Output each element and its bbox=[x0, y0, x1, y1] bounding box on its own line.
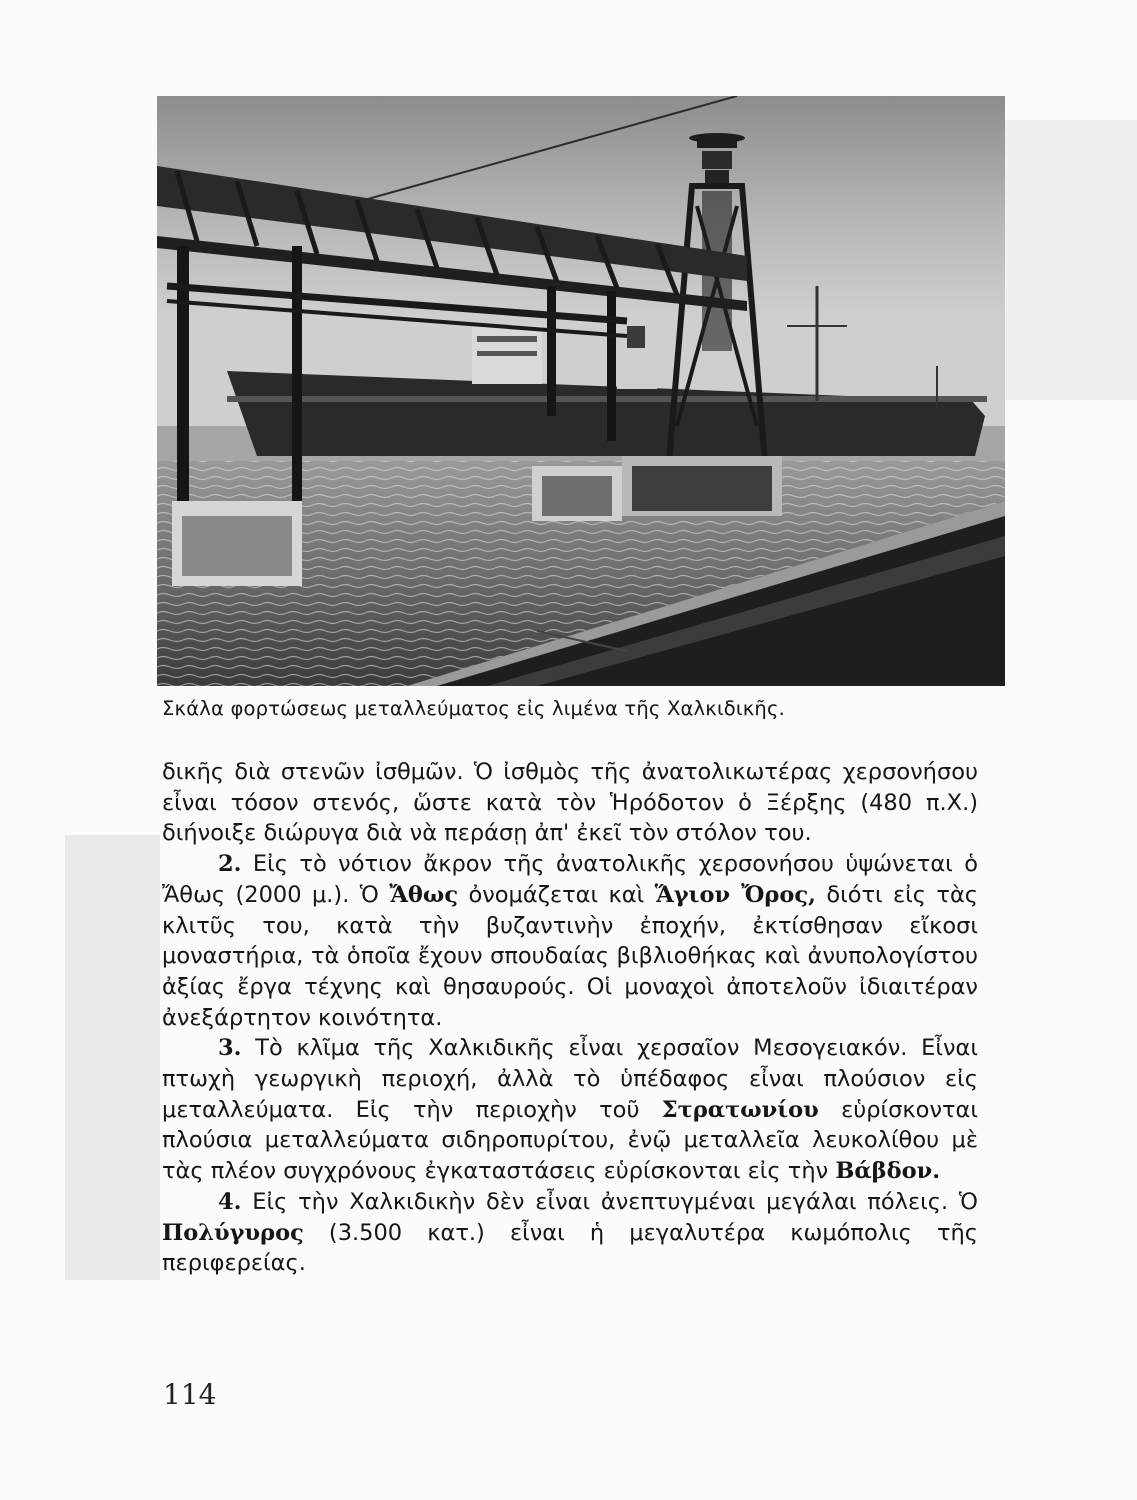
paragraph-4 bbox=[162, 1187, 978, 1279]
section-number-2: 2. bbox=[218, 851, 242, 878]
paragraph-3-text-b: εὑρίσκονται πλούσια μεταλλεύματα σιδηροπυρίτου, ἐνῷ μεταλλεῖα λευκολίθου μὲ τὰς πλέον συγχρόνους ἐγκαταστάσεις εὑρίσκονται εἰς τὴν bbox=[162, 1096, 978, 1185]
term-vavdos: Βάβδον. bbox=[835, 1158, 941, 1185]
term-polygyros: Πολύγυρος bbox=[162, 1219, 304, 1246]
paragraph-3-text-a: Τὸ κλῖμα τῆς Χαλκιδικῆς εἶναι χερσαῖον Μεσογειακόν. Εἶναι πτωχὴ γεωργικὴ περιοχή, ἀλλὰ τὸ ὑπέδαφος εἶναι πλούσιον εἰς μεταλλεύματα. Εἰς τὴν περιοχὴν τοῦ bbox=[162, 1035, 978, 1123]
figure-caption: Σκάλα φορτώσεως μεταλλεύματος εἰς λιμένα τῆς Χαλκιδικῆς. bbox=[162, 697, 786, 720]
section-number-3: 3. bbox=[218, 1035, 242, 1062]
body-text bbox=[162, 757, 978, 1279]
paragraph-2-text-a: Εἰς τὸ νότιον ἄκρον τῆς ἀνατολικῆς χερσονήσου ὑψώνεται ὁ Ἄθως (2000 μ.). Ὁ bbox=[162, 851, 978, 908]
term-stratoni: Στρατωνίου bbox=[661, 1096, 819, 1123]
paragraph-3 bbox=[162, 1033, 978, 1187]
page-number: 114 bbox=[163, 1378, 217, 1411]
section-number-4: 4. bbox=[218, 1188, 242, 1215]
paragraph-2-text-c: διότι εἰς τὰς κλιτῦς του, κατὰ τὴν βυζαντινὴν ἐποχήν, ἐκτίσθησαν εἴκοσι μοναστήρια, τὰ ὁποῖα ἔχουν σπουδαίας βιβλιοθήκας καὶ ἀνυπολογίστου ἀξίας ἔργα τέχνης καὶ θησαυρούς. Οἱ μοναχοὶ ἀποτελοῦν ἰδιαιτέραν ἀνεξάρτητον κοινότητα. bbox=[162, 881, 978, 1031]
paragraph-2 bbox=[162, 849, 978, 1033]
paragraph-4-text-b: (3.500 κατ.) εἶναι ἡ μεγαλυτέρα κωμόπολις τῆς περιφερείας. bbox=[162, 1219, 978, 1277]
term-agion-oros: Ἅγιον Ὄρος, bbox=[654, 881, 816, 908]
term-athos: Ἄθως bbox=[389, 881, 459, 908]
harbor-ore-loader-photo bbox=[157, 96, 1005, 686]
paragraph-4-text-a: Εἰς τὴν Χαλκιδικὴν δὲν εἶναι ἀνεπτυγμέναι μεγάλαι πόλεις. Ὁ bbox=[241, 1188, 978, 1215]
paragraph-2-text-b: ὀνομάζεται καὶ bbox=[458, 881, 655, 908]
paragraph-1: δικῆς διὰ στενῶν ἰσθμῶν. Ὁ ἰσθμὸς τῆς ἀνατολικωτέρας χερσονήσου εἶναι τόσον στενός, ὥστε κατὰ τὸν Ἡρόδοτον ὁ Ξέρξης (480 π.Χ.) διήνοιξε διώρυγα διὰ νὰ περάσῃ ἀπ' ἐκεῖ τὸν στόλον του. bbox=[162, 759, 978, 847]
